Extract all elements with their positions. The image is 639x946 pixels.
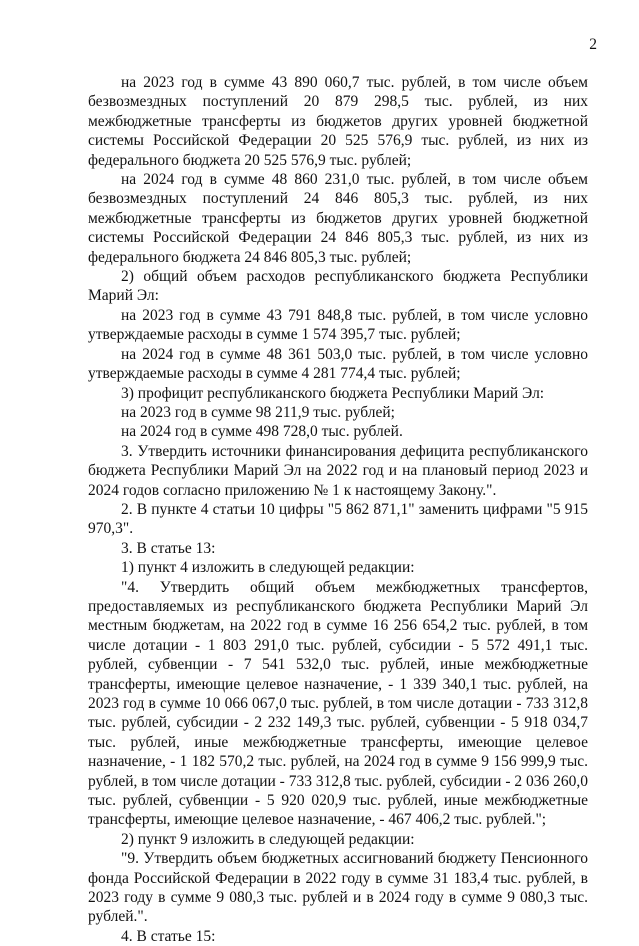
paragraph-article-13-heading: 3. В статье 13: <box>121 539 216 557</box>
paragraph-expenditure-2023: на 2023 год в сумме 43 791 848,8 тыс. рублей, в том числе условно утверждаемые расходы в сумме 1 574 395,7 тыс. рублей; <box>88 306 588 344</box>
paragraph-surplus-heading: 3) профицит республиканского бюджета Республики Марий Эл: <box>121 384 545 402</box>
page-number: 2 <box>589 36 597 53</box>
paragraph-revenue-2024: на 2024 год в сумме 48 860 231,0 тыс. рублей, в том числе объем безвозмездных поступлений 24 846 805,3 тыс. рублей, из них межбюджетные трансферты из бюджетов других уровней бюджетной системы Российской Федерации 24 846 805,3 тыс. рублей, из них из федерального бюджета 24 846 805,3 тыс. рублей; <box>88 171 588 266</box>
paragraph-point-9-heading: 2) пункт 9 изложить в следующей редакции: <box>121 830 415 848</box>
paragraph-revenue-2023: на 2023 год в сумме 43 890 060,7 тыс. рублей, в том числе объем безвозмездных поступлений 20 879 298,5 тыс. рублей, из них межбюджетные трансферты из бюджетов других уровней бюджетной системы Российской Федерации 20 525 576,9 тыс. рублей, из них из федерального бюджета 20 525 576,9 тыс. рублей; <box>88 74 588 169</box>
paragraph-expenditure-heading: 2) общий объем расходов республиканского бюджета Республики Марий Эл: <box>88 268 588 305</box>
paragraph-article-15-heading: 4. В статье 15: <box>121 927 216 945</box>
paragraph-point-4-text: "4. Утвердить общий объем межбюджетных трансфертов, предоставляемых из республиканского бюджета Республики Марий Эл местным бюджетам, на 2022 год в сумме 16 256 654,2 тыс. рублей, в том числе дотации - 1 803 291,0 тыс. рублей, субсидии - 5 572 491,1 тыс. рублей, субвенции - 7 541 532,0 тыс. рублей, иные межбюджетные трансферты, имеющие целевое назначение, - 1 339 340,1 тыс. рублей, на 2023 год в сумме 10 066 067,0 тыс. рублей, в том числе дотации - 733 312,8 тыс. рублей, субсидии - 2 232 149,3 тыс. рублей, субвенции - 5 918 034,7 тыс. рублей, иные межбюджетные трансферты, имеющие целевое назначение, - 1 182 570,2 тыс. рублей, на 2024 год в сумме 9 156 999,9 тыс. рублей, в том числе дотации - 733 312,8 тыс. рублей, субсидии - 2 036 260,0 тыс. рублей, субвенции - 5 920 020,9 тыс. рублей, иные межбюджетные трансферты, имеющие целевое назначение, - 467 406,2 тыс. рублей."; <box>88 578 588 829</box>
paragraph-expenditure-2024: на 2024 год в сумме 48 361 503,0 тыс. рублей, в том числе условно утверждаемые расходы в сумме 4 281 774,4 тыс. рублей; <box>88 345 588 383</box>
paragraph-deficit-sources: 3. Утвердить источники финансирования дефицита республиканского бюджета Республики Марий Эл на 2022 год и на плановый период 2023 и 2024 годов согласно приложению № 1 к настоящему Закону.". <box>88 442 588 499</box>
paragraph-point-4-heading: 1) пункт 4 изложить в следующей редакции: <box>121 559 415 577</box>
paragraph-surplus-2024: на 2024 год в сумме 498 728,0 тыс. рублей. <box>121 423 403 441</box>
paragraph-article-10-amendment: 2. В пункте 4 статьи 10 цифры "5 862 871,1" заменить цифрами "5 915 970,3". <box>88 500 588 538</box>
document-body <box>88 73 588 946</box>
paragraph-surplus-2023: на 2023 год в сумме 98 211,9 тыс. рублей; <box>121 403 395 421</box>
paragraph-point-9-text: "9. Утвердить объем бюджетных ассигнований бюджету Пенсионного фонда Российской Федерации в 2022 году в сумме 31 183,4 тыс. рублей, в 2023 году в сумме 9 080,3 тыс. рублей и в 2024 году в сумме 9 080,3 тыс. рублей.". <box>88 850 588 926</box>
